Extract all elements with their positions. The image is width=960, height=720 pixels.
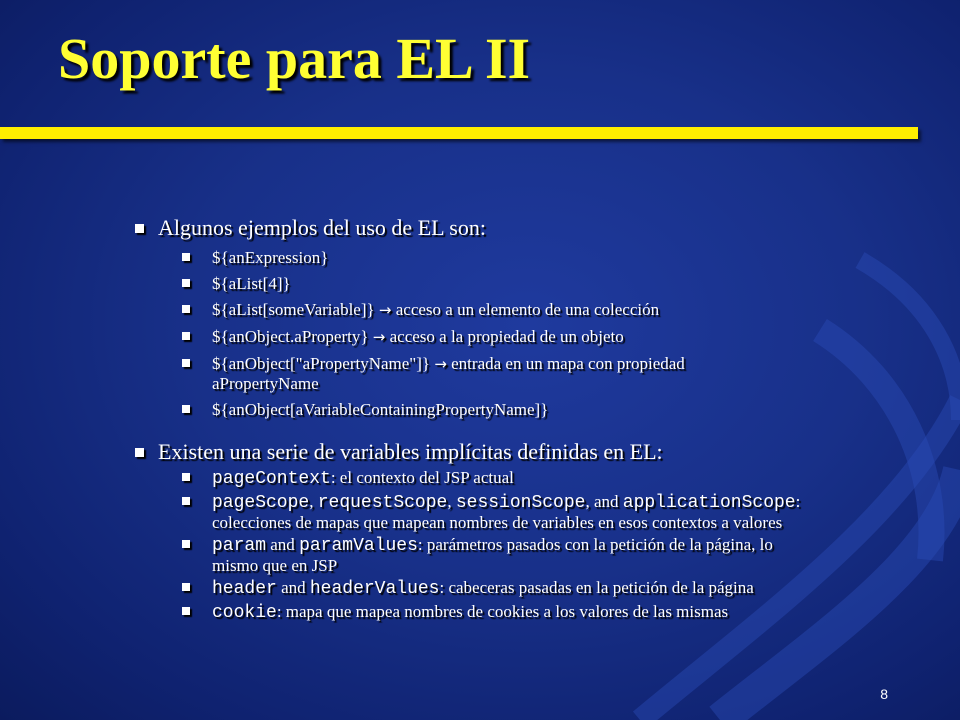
right-arrow-icon: →: [434, 355, 447, 373]
square-bullet-icon: [182, 583, 190, 591]
section2-heading: Existen una serie de variables implícitas definidas en EL:: [158, 439, 663, 464]
bullet-section1: [132, 215, 922, 241]
list-item: [132, 492, 922, 532]
list-item: [132, 300, 922, 320]
right-arrow-icon: →: [372, 328, 386, 346]
list-item: [132, 535, 922, 575]
square-bullet-icon: [182, 279, 190, 287]
expression-text: ${aList[4]}: [212, 274, 291, 293]
title-underline-bar: [0, 127, 918, 139]
variable-name: requestScope: [317, 493, 448, 513]
separator-text: , and: [585, 492, 623, 511]
description-text: entrada en un mapa con propiedad: [451, 354, 685, 373]
description-text: colecciones de mapas que mapean nombres de variables en esos contextos a valores: [212, 513, 783, 532]
square-bullet-icon: [135, 448, 144, 457]
list-item: [132, 468, 922, 489]
description-text: acceso a un elemento de una colección: [395, 300, 660, 319]
variable-name: headerValues: [309, 579, 440, 599]
list-item: [132, 327, 922, 347]
expression-text: ${anObject.aProperty}: [212, 327, 369, 346]
list-item: [132, 274, 922, 293]
variable-name: cookie: [212, 603, 277, 623]
variable-name: sessionScope: [455, 493, 586, 513]
square-bullet-icon: [182, 497, 190, 505]
variable-name: pageScope: [212, 493, 310, 513]
list-item: [132, 400, 922, 419]
list-item: [132, 354, 922, 393]
description-text-continued: aPropertyName: [212, 374, 319, 393]
square-bullet-icon: [182, 359, 190, 367]
variable-name: header: [212, 579, 277, 599]
bullet-section2: [132, 439, 922, 465]
description-text: : parámetros pasados con la petición de la página, lo: [417, 535, 773, 554]
description-text: : el contexto del JSP actual: [330, 468, 514, 487]
expression-text: ${anObject[aVariableContainingPropertyName]}: [212, 400, 549, 419]
list-item: [132, 602, 922, 623]
slide-title: Soporte para EL II: [58, 26, 531, 91]
variable-name: applicationScope: [622, 493, 796, 513]
list-item: [132, 578, 922, 599]
square-bullet-icon: [182, 332, 190, 340]
variable-name: pageContext: [212, 469, 331, 489]
description-text-continued: mismo que en JSP: [212, 556, 338, 575]
expression-text: ${aList[someVariable]}: [212, 300, 375, 319]
description-text: : mapa que mapea nombres de cookies a los valores de las mismas: [276, 602, 729, 621]
section1-heading: Algunos ejemplos del uso de EL son:: [158, 215, 486, 240]
separator-text: :: [795, 492, 801, 511]
square-bullet-icon: [182, 607, 190, 615]
square-bullet-icon: [182, 540, 190, 548]
page-number: 8: [880, 686, 888, 702]
right-arrow-icon: →: [378, 301, 392, 319]
expression-text: ${anObject["aPropertyName"]}: [212, 354, 431, 373]
square-bullet-icon: [182, 405, 190, 413]
list-item: [132, 248, 922, 267]
variable-name: param: [212, 536, 267, 556]
slide-content: [132, 215, 922, 623]
description-text: : cabeceras pasadas en la petición de la página: [439, 578, 754, 597]
expression-text: ${anExpression}: [212, 248, 329, 267]
separator-text: ,: [447, 492, 456, 511]
square-bullet-icon: [182, 305, 190, 313]
square-bullet-icon: [182, 253, 190, 261]
square-bullet-icon: [135, 224, 144, 233]
description-text: acceso a la propiedad de un objeto: [389, 327, 624, 346]
variable-name: paramValues: [299, 536, 418, 556]
square-bullet-icon: [182, 473, 190, 481]
separator-text: and: [266, 535, 300, 554]
separator-text: and: [276, 578, 310, 597]
separator-text: ,: [309, 492, 318, 511]
